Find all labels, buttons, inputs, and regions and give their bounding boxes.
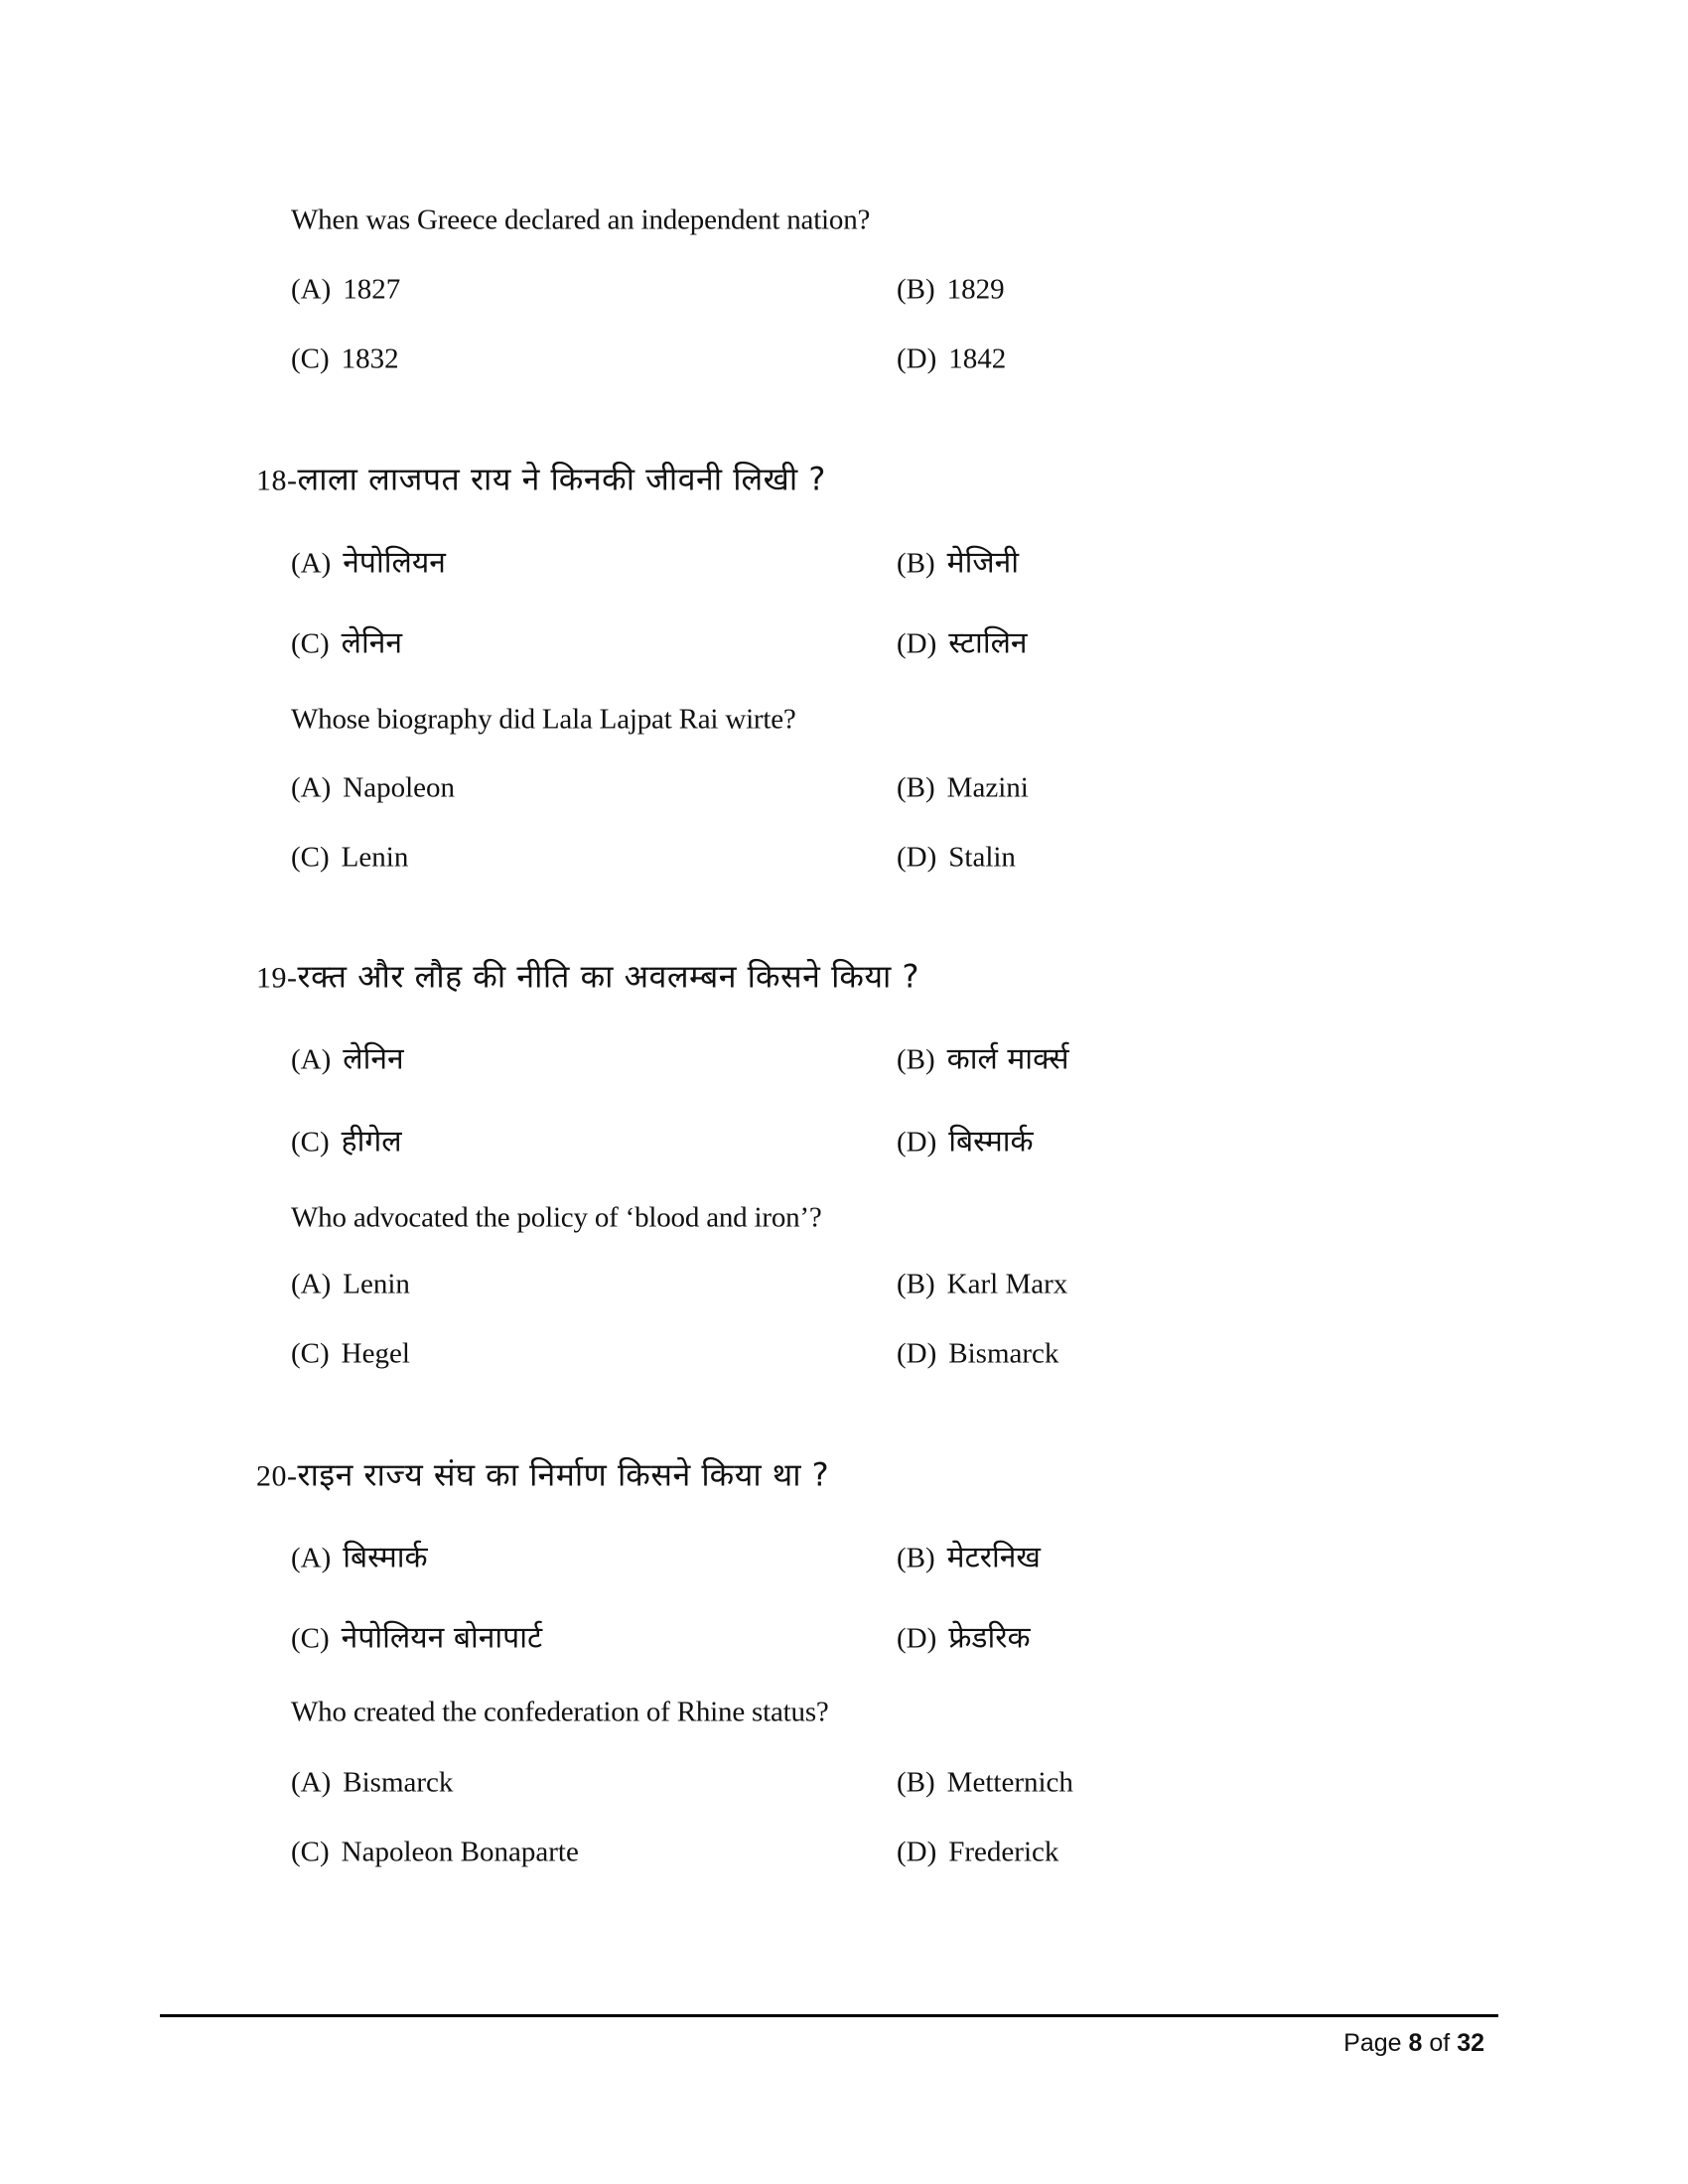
option-b — [897, 274, 1005, 307]
option-text: मेजिनी — [946, 545, 1020, 581]
option-d — [897, 1120, 1034, 1160]
option-text: 1829 — [946, 273, 1005, 306]
option-text: Stalin — [948, 841, 1016, 874]
option-label: (B) — [897, 771, 935, 804]
option-label: (C) — [291, 1337, 330, 1370]
option-label: (B) — [897, 1043, 935, 1076]
option-text: Karl Marx — [946, 1268, 1068, 1300]
option-text: नेपोलियन बोनापार्ट — [341, 1620, 543, 1656]
option-label: (A) — [291, 547, 332, 580]
option-b — [897, 1767, 1073, 1800]
option-label: (D) — [897, 1337, 937, 1370]
page-word: Page — [1343, 2029, 1402, 2057]
option-label: (D) — [897, 1622, 937, 1655]
option-label: (D) — [897, 1836, 937, 1868]
option-label: (C) — [291, 342, 330, 375]
option-text: बिस्मार्क — [343, 1540, 428, 1575]
option-b — [897, 541, 1019, 582]
question-number: 20- — [256, 1459, 298, 1493]
option-text: लेनिन — [343, 1041, 404, 1077]
option-text: नेपोलियन — [343, 545, 446, 581]
option-a — [291, 274, 400, 307]
option-text: Bismarck — [948, 1337, 1059, 1370]
option-text: 1842 — [948, 342, 1007, 375]
question-18-english-text: Whose biography did Lala Lajpat Rai wirte? — [291, 703, 796, 736]
question-18-hindi — [256, 458, 826, 500]
option-b — [897, 1536, 1041, 1576]
question-19-english-text: Who advocated the policy of ‘blood and iron’? — [291, 1201, 822, 1234]
footer-divider — [160, 2014, 1498, 2017]
option-text: 1832 — [341, 342, 399, 375]
option-text: Metternich — [946, 1766, 1073, 1799]
option-label: (D) — [897, 627, 937, 660]
option-text: फ्रेडरिक — [948, 1620, 1031, 1656]
option-label: (C) — [291, 1126, 330, 1159]
option-a — [291, 541, 446, 582]
option-label: (B) — [897, 1542, 935, 1574]
option-text: कार्ल मार्क्स — [946, 1041, 1069, 1077]
option-label: (B) — [897, 1766, 935, 1799]
option-c — [291, 621, 402, 662]
option-label: (B) — [897, 547, 935, 580]
page-number — [1343, 2029, 1484, 2058]
option-label: (C) — [291, 627, 330, 660]
option-text: लेनिन — [341, 625, 403, 661]
option-text: Napoleon Bonaparte — [341, 1836, 579, 1868]
option-d — [897, 1338, 1058, 1371]
total-pages: 32 — [1457, 2029, 1484, 2057]
option-c — [291, 1616, 542, 1657]
option-label: (C) — [291, 841, 330, 874]
option-label: (B) — [897, 273, 935, 306]
question-text: रक्त और लौह की नीति का अवलम्बन किसने किया ? — [297, 957, 919, 996]
option-b — [897, 772, 1029, 805]
option-b — [897, 1269, 1067, 1301]
option-c — [291, 1837, 579, 1869]
option-label: (D) — [897, 841, 937, 874]
question-text: राइन राज्य संघ का निर्माण किसने किया था ? — [297, 1455, 830, 1494]
question-number: 19- — [256, 961, 298, 995]
option-label: (C) — [291, 1622, 330, 1655]
option-text: 1827 — [343, 273, 401, 306]
option-a — [291, 1269, 410, 1301]
option-label: (D) — [897, 1126, 937, 1159]
option-label: (A) — [291, 1268, 332, 1300]
option-c — [291, 842, 408, 875]
option-c — [291, 1338, 410, 1371]
question-text: लाला लाजपत राय ने किनकी जीवनी लिखी ? — [297, 460, 826, 498]
option-text: स्टालिन — [948, 625, 1028, 661]
question-number: 18- — [256, 464, 298, 497]
option-label: (A) — [291, 1043, 332, 1076]
option-label: (A) — [291, 1542, 332, 1574]
option-label: (A) — [291, 273, 332, 306]
option-text: Napoleon — [343, 771, 456, 804]
question-17-english-text: When was Greece declared an independent nation? — [291, 204, 871, 236]
option-text: Mazini — [946, 771, 1029, 804]
option-d — [897, 1837, 1058, 1869]
option-text: बिस्मार्क — [948, 1124, 1034, 1160]
option-a — [291, 772, 455, 805]
option-label: (A) — [291, 1766, 332, 1799]
option-d — [897, 1616, 1031, 1657]
of-word: of — [1429, 2029, 1451, 2057]
option-d — [897, 621, 1028, 662]
question-20-english-text: Who created the confederation of Rhine status? — [291, 1696, 829, 1728]
option-text: Lenin — [341, 841, 409, 874]
option-text: Lenin — [343, 1268, 410, 1300]
option-label: (B) — [897, 1268, 935, 1300]
option-label: (D) — [897, 342, 937, 375]
option-text: Frederick — [948, 1836, 1059, 1868]
option-a — [291, 1767, 453, 1800]
option-a — [291, 1536, 428, 1576]
option-text: Bismarck — [343, 1766, 454, 1799]
option-a — [291, 1037, 404, 1078]
option-c — [291, 1120, 402, 1160]
option-d — [897, 842, 1016, 875]
option-b — [897, 1037, 1069, 1078]
option-label: (A) — [291, 771, 332, 804]
option-text: मेटरनिख — [946, 1540, 1041, 1575]
option-label: (C) — [291, 1836, 330, 1868]
option-c — [291, 343, 399, 376]
option-text: हीगेल — [341, 1124, 402, 1160]
current-page: 8 — [1408, 2029, 1423, 2057]
option-text: Hegel — [341, 1337, 410, 1370]
question-20-hindi — [256, 1453, 829, 1496]
option-d — [897, 343, 1006, 376]
question-19-hindi — [256, 955, 919, 998]
